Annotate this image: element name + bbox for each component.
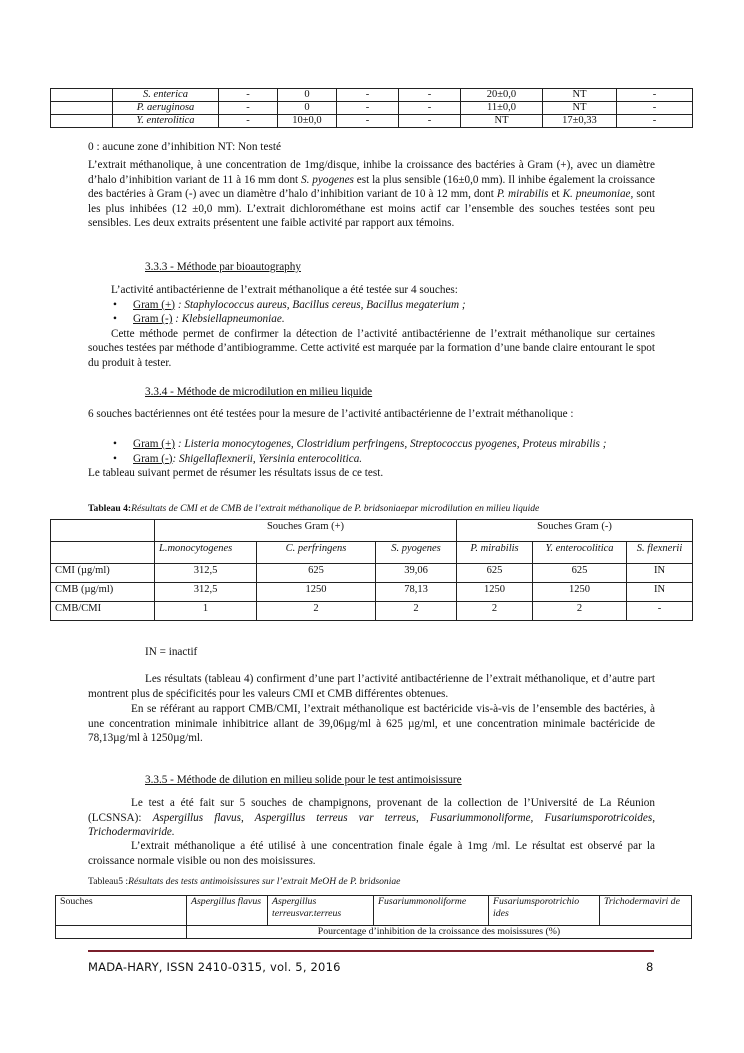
empty-cell: [51, 520, 155, 542]
row-label: CMB/CMI: [51, 602, 155, 621]
value-cell: 39,06: [376, 564, 457, 583]
section-microdilution-list: [88, 437, 655, 481]
list-item: • Gram (+) : Listeria monocytogenes, Clostridium perfringens, Streptococcus pyogenes, Proteus mirabilis ;: [113, 438, 607, 450]
microdilution-intro: 6 souches bactériennes ont été testées pour la mesure de l’activité antibactérienne de l’extrait méthanolique :: [88, 408, 574, 420]
value-cell: IN: [627, 564, 693, 583]
bioauto-body: Cette méthode permet de confirmer la détection de l’activité antibactérienne de l’extrait méthanolique sur certaines souches testées par méthode d’antibiogramme. Cette activité est marquée par la formation d’une bande claire entourant le spot du produit à tester.: [88, 327, 655, 369]
strain-inhibition-table: [50, 88, 693, 128]
value-cell: 2: [457, 602, 533, 621]
table-row: [56, 926, 692, 939]
value-cell: -: [337, 89, 399, 102]
value-cell: 0: [278, 89, 337, 102]
species-header: L.monocytogenes: [155, 542, 257, 564]
value-cell: 10±0,0: [278, 115, 337, 128]
table-row: [51, 89, 693, 102]
strain-header: Aspergillus terreusvar.terreus: [268, 896, 374, 926]
empty-cell: [51, 89, 113, 102]
table-row: [51, 564, 693, 583]
table-header-row: [56, 896, 692, 926]
row-label: CMI (µg/ml): [51, 564, 155, 583]
value-cell: 17±0,33: [543, 115, 617, 128]
list-item: • Gram (+) : Staphylococcus aureus, Bacillus cereus, Bacillus megaterium ;: [113, 298, 466, 311]
value-cell: 312,5: [155, 564, 257, 583]
value-cell: 78,13: [376, 583, 457, 602]
species-cell: S. enterica: [113, 89, 219, 102]
section-bioautography: [88, 283, 655, 370]
species-header: Y. enterocolitica: [533, 542, 627, 564]
strain-header: Fusariummonoliforme: [374, 896, 489, 926]
value-cell: 11±0,0: [461, 102, 543, 115]
species-cell: P. aeruginosa: [113, 102, 219, 115]
species-header: S. flexnerii: [627, 542, 693, 564]
table-header-row: [51, 542, 693, 564]
value-cell: NT: [543, 89, 617, 102]
microdilution-outro: Le tableau suivant permet de résumer les résultats issus de ce test.: [88, 467, 384, 480]
value-cell: 1250: [457, 583, 533, 602]
value-cell: IN: [627, 583, 693, 602]
value-cell: 625: [257, 564, 376, 583]
value-cell: -: [219, 115, 278, 128]
paragraph-methanol-results: L’extrait méthanolique, à une concentration de 1mg/disque, inhibe la croissance des bactéries à Gram (+), avec un diamètre d’halo d’inhibition variant de 11 à 16 mm dont S. pyogenes est la plus sensible (16±0,0 mm). Il inhibe également la croissance des bactéries à Gram (-) avec un diamètre d’halo d’inhibition variant de 10 à 12 mm, dont P. mirabilis et K. pneumoniae, sont les plus inhibées (12 ±0,0 mm). L’extrait dichlorométhane est moins actif car l’ensemble des souches testées sont peu sensibles. Les deux extraits présentent une faible activité par rapport aux témoins.: [88, 159, 656, 230]
table-header-row: [51, 520, 693, 542]
cmi-cmb-table: [50, 519, 693, 621]
value-cell: 0: [278, 102, 337, 115]
empty-cell: [51, 102, 113, 115]
value-cell: -: [399, 115, 461, 128]
species-header: S. pyogenes: [376, 542, 457, 564]
strain-header: Fusariumsporotrichio ides: [489, 896, 600, 926]
table-row: [51, 102, 693, 115]
value-cell: 1250: [257, 583, 376, 602]
strain-header: Aspergillus flavus: [187, 896, 268, 926]
legend-nt: 0 : aucune zone d’inhibition NT: Non testé: [88, 141, 282, 153]
list-item: • Gram (-) : Klebsiellapneumoniae.: [113, 313, 285, 326]
paragraph-antifungal-strains: Le test a été fait sur 5 souches de champignons, provenant de la collection de l’Université de La Réunion (LCSNSA): Aspergillus flavus, Aspergillus terreus var terreus, Fusariummonoliforme, Fusariumsporotricoides, Trichodermaviride.: [88, 797, 655, 839]
value-cell: -: [617, 102, 693, 115]
value-cell: 2: [376, 602, 457, 621]
value-cell: 1: [155, 602, 257, 621]
value-cell: -: [627, 602, 693, 621]
antifungal-table: [55, 895, 692, 939]
value-cell: 312,5: [155, 583, 257, 602]
heading-3-3-3: 3.3.3 - Méthode par bioautography: [145, 261, 301, 273]
species-header: C. perfringens: [257, 542, 376, 564]
empty-cell: [56, 926, 187, 939]
value-cell: -: [399, 102, 461, 115]
list-item: • Gram (-): Shigellaflexnerii, Yersinia enterocolitica.: [113, 452, 363, 465]
strain-header: Trichodermaviri de: [600, 896, 692, 926]
bioauto-intro: L’activité antibactérienne de l’extrait méthanolique a été testée sur 4 souches:: [111, 284, 458, 296]
value-cell: 2: [257, 602, 376, 621]
empty-cell: [51, 115, 113, 128]
paragraph-cmb-cmi: En se référant au rapport CMB/CMI, l’extrait méthanolique est bactéricide vis-à-vis de l’ensemble des bactéries, à une concentration minimale inhibitrice allant de 39,06µg/ml à 625 µg/ml, et une concentration minimale bactéricide de 78,13µg/ml à 1250µg/ml.: [88, 703, 655, 745]
value-cell: -: [219, 102, 278, 115]
species-header: P. mirabilis: [457, 542, 533, 564]
footer-journal: MADA-HARY, ISSN 2410-0315, vol. 5, 2016: [88, 960, 341, 974]
value-cell: NT: [543, 102, 617, 115]
value-cell: -: [399, 89, 461, 102]
table-row: [51, 602, 693, 621]
value-cell: 2: [533, 602, 627, 621]
legend-inactive: IN = inactif: [145, 646, 198, 658]
value-cell: 20±0,0: [461, 89, 543, 102]
table-row: [51, 115, 693, 128]
heading-3-3-5: 3.3.5 - Méthode de dilution en milieu solide pour le test antimoisissure: [145, 774, 462, 786]
value-cell: -: [337, 115, 399, 128]
value-cell: -: [337, 102, 399, 115]
table4-caption: Tableau 4:Résultats de CMI et de CMB de l’extrait méthanolique de P. bridsoniaepar microdilution en milieu liquide: [88, 503, 540, 514]
table-row: [51, 583, 693, 602]
species-cell: Y. enterolitica: [113, 115, 219, 128]
value-cell: -: [617, 89, 693, 102]
value-cell: 625: [457, 564, 533, 583]
table5-caption: Tableau5 :Résultats des tests antimoisissures sur l’extrait MeOH de P. bridsoniae: [88, 876, 401, 887]
value-cell: -: [617, 115, 693, 128]
inhibition-subheader: Pourcentage d’inhibition de la croissance des moisissures (%): [187, 926, 692, 939]
value-cell: -: [219, 89, 278, 102]
value-cell: NT: [461, 115, 543, 128]
page-number: 8: [646, 960, 654, 974]
souches-header: Souches: [56, 896, 187, 926]
empty-cell: [51, 542, 155, 564]
footer-rule: [88, 950, 654, 952]
paragraph-table4-results: Les résultats (tableau 4) confirment d’une part l’activité antibactérienne de l’extrait méthanolique, et d’autre part montrent plus de spécificités pour les valeurs CMI et CMB différentes obtenues.: [88, 673, 655, 700]
value-cell: 625: [533, 564, 627, 583]
group-header-gram-neg: Souches Gram (-): [457, 520, 693, 542]
row-label: CMB (µg/ml): [51, 583, 155, 602]
heading-3-3-4: 3.3.4 - Méthode de microdilution en milieu liquide: [145, 386, 373, 398]
group-header-gram-pos: Souches Gram (+): [155, 520, 457, 542]
value-cell: 1250: [533, 583, 627, 602]
paragraph-antifungal-method: L’extrait méthanolique a été utilisé à une concentration finale égale à 1mg /ml. Le résultat est observé par la croissance normale visible ou non des moisissures.: [88, 840, 655, 867]
